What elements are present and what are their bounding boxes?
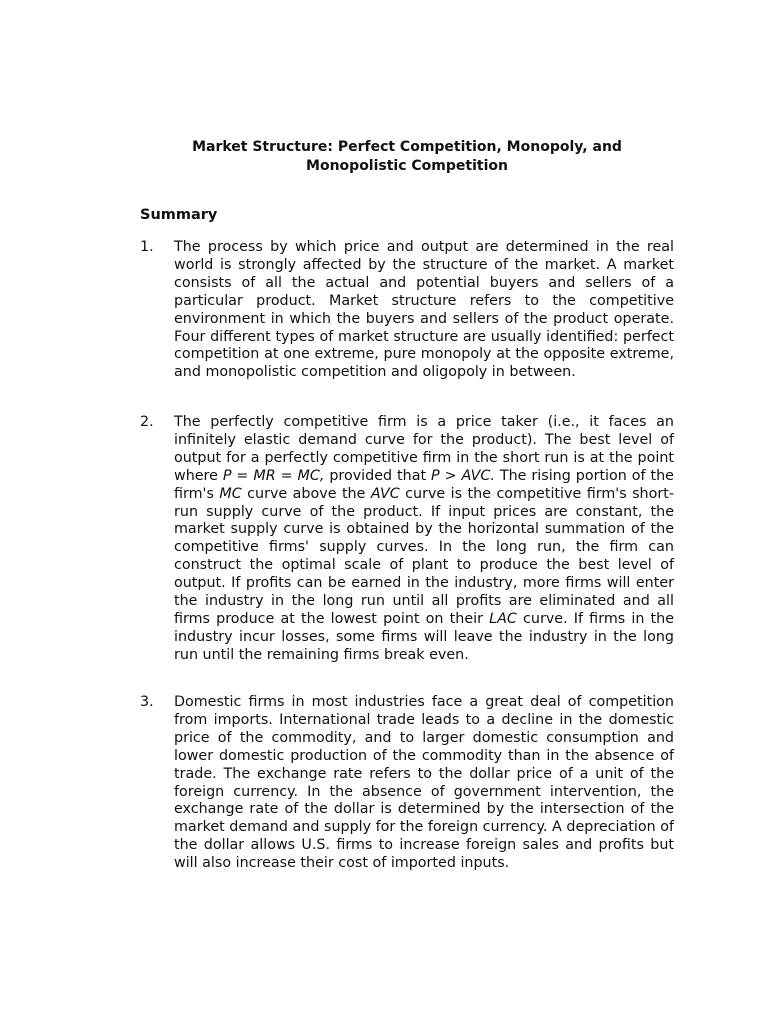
- italic-term: LAC: [489, 610, 517, 627]
- italic-term: P = MR = MC,: [222, 467, 325, 484]
- item-number: 2.: [140, 414, 154, 430]
- text-segment: curve above the: [241, 485, 371, 502]
- item-text: Domestic firms in most industries face a great deal of competition from imports. International trade leads to a decline in the domestic price of the commodity, and to larger domestic consumption and lower domestic production of the commodity than in the absence of trade. The exchange rate refers to the dollar price of a unit of the foreign currency. In the absence of government intervention, the exchange rate of the dollar is determined by the intersection of the market demand and supply for the foreign currency. A depreciation of the dollar allows U.S. firms to increase foreign sales and profits but will also increase their cost of imported inputs.: [174, 694, 674, 872]
- title-line-2: Monopolistic Competition: [306, 158, 508, 174]
- italic-term: P > AVC.: [431, 467, 495, 484]
- text-segment: The perfectly competitive firm is a price taker (i.e., it faces an infinitely elastic demand curve for the product). The best level of output for a perfectly competitive firm in the short run is at the point where: [174, 414, 674, 484]
- text-segment: The rising portion of the firm's: [174, 467, 674, 502]
- item-number: 3.: [140, 694, 154, 710]
- text-segment: curve is the competitive firm's short-run supply curve of the product. If input prices are constant, the market supply curve is obtained by the horizontal summation of the competitive firms' supply curves. In the long run, the firm can construct the optimal scale of plant to produce the best level of output. If profits can be earned in the industry, more firms will enter the industry in the long run until all profits are eliminated and all firms produce at the lowest point on their: [174, 485, 674, 627]
- italic-term: AVC: [370, 485, 400, 502]
- item-number: 1.: [140, 239, 154, 255]
- item-text: The process by which price and output are determined in the real world is strongly affected by the structure of the market. A market consists of all the actual and potential buyers and sellers of a particular product. Market structure refers to the competitive environment in which the buyers and sellers of the product operate. Four different types of market structure are usually identified: perfect competition at one extreme, pure monopoly at the opposite extreme, and monopolistic competition and oligopoly in between.: [174, 239, 674, 381]
- document-title: [140, 138, 674, 176]
- italic-term: MC: [219, 485, 242, 502]
- summary-heading: Summary: [140, 207, 218, 223]
- text-segment: curve. If firms in the industry incur losses, some firms will leave the industry in the long run until the remaining firms break even.: [174, 610, 675, 663]
- title-line-1: Market Structure: Perfect Competition, Monopoly, and: [192, 139, 622, 155]
- item-text: [174, 414, 674, 665]
- text-segment: provided that: [324, 467, 432, 484]
